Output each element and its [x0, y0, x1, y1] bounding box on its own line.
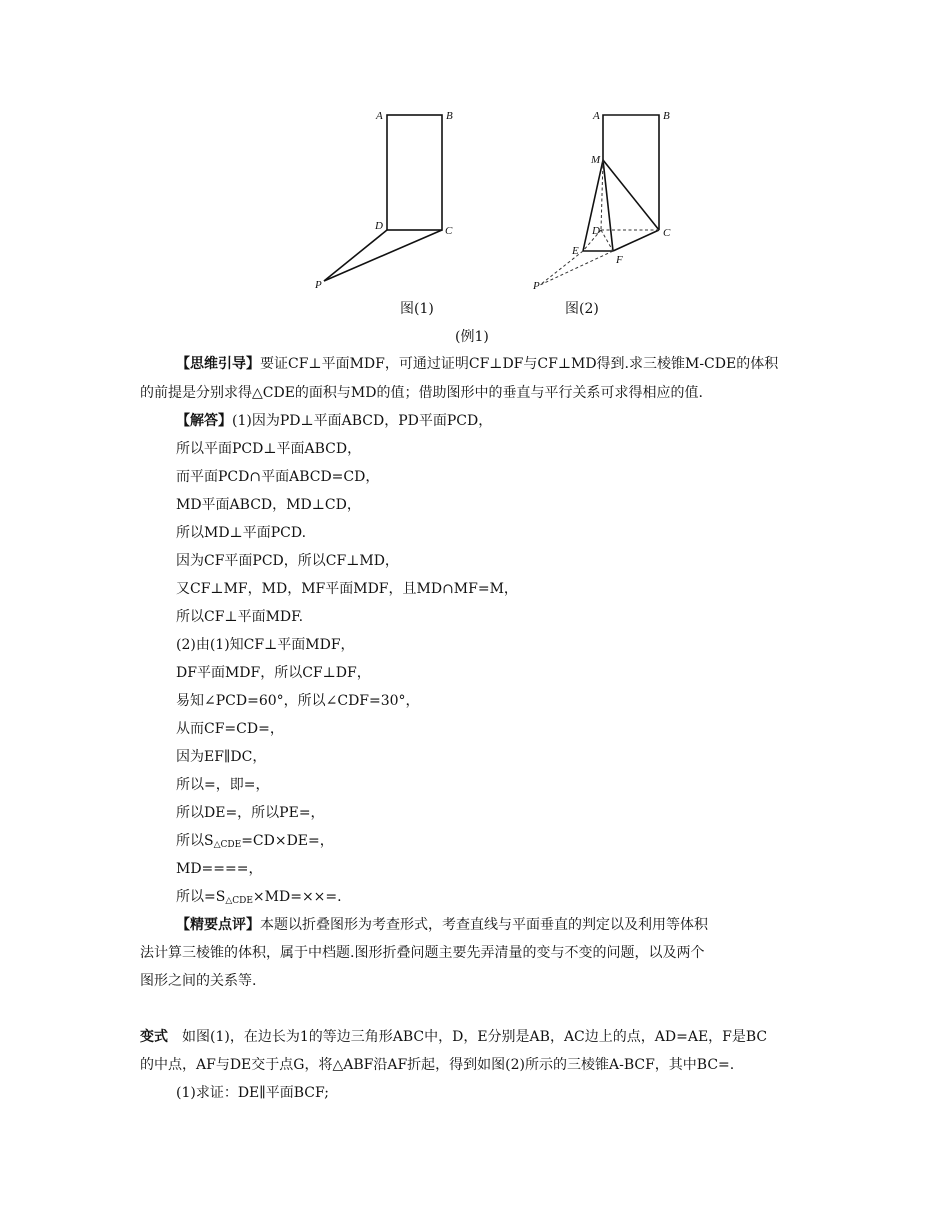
label-c: C: [663, 227, 671, 239]
answer-line: 所以DE=，所以PE=，: [176, 805, 325, 821]
answer-line: MD平面ABCD，MD⊥CD，: [176, 497, 361, 513]
volume-pre: 所以=S: [176, 889, 226, 905]
answer-line: 所以CF⊥平面MDF.: [176, 609, 304, 625]
answer-line: 从而CF=CD=，: [176, 721, 284, 737]
answer-line: 所以=，即=，: [176, 777, 270, 793]
review-line-2: 法计算三棱锥的体积，属于中档题.图形折叠问题主要先弄清量的变与不变的问题，以及两个: [140, 945, 705, 961]
label-p: P: [315, 279, 322, 291]
segment-dp: [324, 230, 387, 281]
answer-text-first: (1)因为PD⊥平面ABCD，PD平面PCD，: [232, 413, 493, 429]
label-e: E: [572, 245, 579, 257]
variant-line-1: [140, 1027, 767, 1047]
guide-line-1: [176, 354, 778, 374]
label-d: D: [375, 220, 383, 232]
example-caption: (例1): [455, 329, 489, 345]
guide-text-1: 要证CF⊥平面MDF，可通过证明CF⊥DF与CF⊥MD得到.求三棱锥M-CDE的体积: [260, 356, 779, 372]
figure-2: [530, 105, 690, 295]
variant-line-2: 的中点，AF与DE交于点G，将△ABF沿AF折起，得到如图(2)所示的三棱锥A-BCF，其中BC=.: [140, 1057, 735, 1073]
area-pre: 所以S: [176, 833, 214, 849]
segment-cp: [324, 230, 442, 281]
label-p: P: [533, 280, 540, 292]
guide-line-2: 的前提是分别求得△CDE的面积与MD的值；借助图形中的垂直与平行关系可求得相应的值.: [140, 385, 703, 401]
label-a: A: [593, 110, 600, 122]
area-post: =CD×DE=，: [241, 833, 334, 849]
label-c: C: [445, 225, 453, 237]
answer-line: DF平面MDF，所以CF⊥DF，: [176, 665, 371, 681]
answer-md-line: MD====，: [176, 861, 263, 877]
label-f: F: [616, 254, 623, 266]
guide-label: 【思维引导】: [176, 356, 260, 372]
answer-label: 【解答】: [176, 413, 232, 429]
answer-volume-line: [176, 887, 342, 911]
answer-line: 所以平面PCD⊥平面ABCD，: [176, 441, 362, 457]
answer-line: (2)由(1)知CF⊥平面MDF，: [176, 637, 355, 653]
answer-area-line: [176, 831, 334, 855]
volume-post: ×MD=××=.: [252, 889, 342, 905]
figure-1-lines: [324, 115, 442, 281]
review-label: 【精要点评】: [176, 917, 260, 933]
answer-line: 易知∠PCD=60°，所以∠CDF=30°，: [176, 693, 420, 709]
answer-line-first: [176, 411, 492, 431]
label-b: B: [446, 110, 453, 122]
segment-mc: [603, 160, 659, 230]
area-subscript: △CDE: [213, 840, 242, 850]
volume-subscript: △CDE: [225, 896, 253, 906]
variant-label: 变式: [140, 1029, 168, 1045]
segment-me: [583, 160, 603, 251]
answer-line: 所以MD⊥平面PCD.: [176, 525, 307, 541]
segment-fc: [613, 230, 659, 251]
answer-line: 又CF⊥MF，MD，MF平面MDF，且MD∩MF=M，: [176, 581, 518, 597]
segment-mf: [603, 160, 613, 251]
figure-1-caption: 图(1): [400, 301, 434, 317]
answer-line: 而平面PCD∩平面ABCD=CD，: [176, 469, 380, 485]
label-m: M: [591, 154, 601, 166]
answer-line: 因为EF∥DC，: [176, 749, 267, 765]
variant-text-1: 如图(1)，在边长为1的等边三角形ABC中，D，E分别是AB，AC边上的点，AD=AE，F是BC: [182, 1029, 768, 1045]
review-line-3: 图形之间的关系等.: [140, 973, 257, 989]
label-d: D: [592, 225, 600, 237]
figure-1: [310, 105, 470, 295]
label-a: A: [376, 110, 383, 122]
answer-line: 因为CF平面PCD，所以CF⊥MD，: [176, 553, 399, 569]
rectangle-abcd: [387, 115, 442, 230]
review-line-1: [176, 915, 708, 935]
review-text-1: 本题以折叠图形为考查形式，考查直线与平面垂直的判定以及利用等体积: [260, 917, 708, 933]
figure-2-caption: 图(2): [565, 301, 599, 317]
segment-m-a-b-c: [603, 115, 659, 230]
variant-line-3: (1)求证：DE∥平面BCF;: [176, 1085, 329, 1101]
label-b: B: [663, 110, 670, 122]
